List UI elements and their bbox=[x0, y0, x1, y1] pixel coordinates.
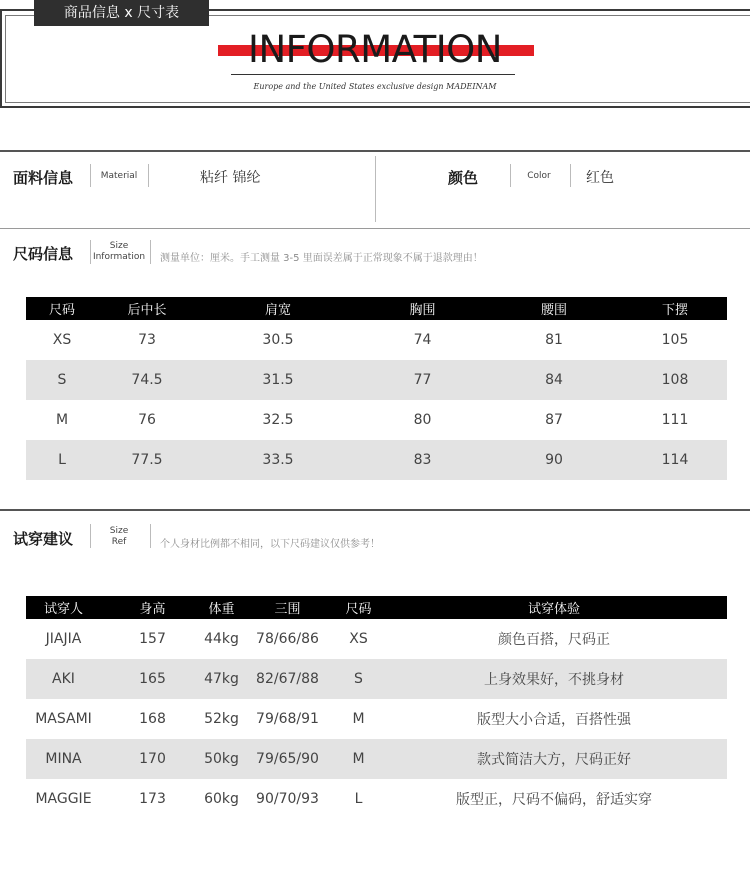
color-label: 颜色 bbox=[448, 169, 479, 187]
fit-table-header-cell: 试穿体验 bbox=[381, 596, 727, 619]
table-cell: 90/70/93 bbox=[256, 791, 319, 807]
table-cell: S bbox=[26, 360, 98, 400]
table-cell: MINA bbox=[26, 739, 101, 779]
table-cell: M bbox=[352, 711, 365, 727]
table-cell: 78/66/86 bbox=[256, 631, 319, 647]
table-cell: 105 bbox=[661, 332, 689, 348]
table-cell: 90 bbox=[485, 440, 623, 480]
table-row bbox=[26, 739, 727, 779]
size-table-header-cell: 尺码 bbox=[26, 297, 98, 320]
table-cell: 50kg bbox=[204, 739, 239, 779]
size-table-header-cell: 下摆 bbox=[623, 297, 727, 320]
table-row bbox=[26, 320, 727, 360]
table-cell: 版型大小合适，百搭性强 bbox=[477, 712, 631, 728]
table-cell: M bbox=[55, 412, 69, 428]
size-table-header-cell: 后中长 bbox=[98, 297, 196, 320]
table-cell: 82/67/88 bbox=[239, 659, 336, 699]
table-cell: 47kg bbox=[204, 659, 239, 699]
color-label-en: Color bbox=[527, 171, 551, 181]
table-row bbox=[26, 659, 727, 699]
table-cell: S bbox=[336, 659, 381, 699]
size-table-header-cell: 肩宽 bbox=[196, 297, 360, 320]
fit-table-header-cell: 试穿人 bbox=[26, 596, 101, 619]
table-cell: 87 bbox=[545, 412, 563, 428]
table-cell: 170 bbox=[101, 739, 204, 779]
size-table-header-cell: 腰围 bbox=[485, 297, 623, 320]
size-table-header-cell: 胸围 bbox=[360, 297, 485, 320]
header-subtitle: Europe and the United States exclusive design MADEINAM bbox=[253, 82, 497, 91]
fit-table bbox=[26, 596, 727, 819]
color-separator bbox=[570, 164, 571, 187]
fit-table-header-cell: 三围 bbox=[239, 596, 336, 619]
table-cell: 73 bbox=[138, 332, 156, 348]
table-cell: 款式简洁大方，尺码正好 bbox=[381, 739, 727, 779]
color-separator bbox=[510, 164, 511, 187]
table-cell: 74.5 bbox=[98, 360, 196, 400]
table-cell: 60kg bbox=[204, 791, 239, 807]
section-divider bbox=[0, 509, 750, 511]
header-underline bbox=[231, 74, 515, 75]
center-separator bbox=[375, 156, 376, 222]
material-separator bbox=[90, 164, 91, 187]
table-cell: XS bbox=[349, 631, 368, 647]
table-cell: 81 bbox=[545, 332, 563, 348]
fit-advice-label-en: Size Ref bbox=[109, 526, 129, 547]
table-row bbox=[26, 400, 727, 440]
material-label-en: Material bbox=[100, 171, 138, 181]
table-cell: 33.5 bbox=[196, 440, 360, 480]
color-value: 红色 bbox=[586, 170, 614, 186]
size-table bbox=[26, 297, 727, 480]
table-row bbox=[26, 699, 727, 739]
table-cell: 114 bbox=[623, 440, 727, 480]
size-table-header bbox=[26, 297, 727, 320]
table-row bbox=[26, 440, 727, 480]
table-cell: 74 bbox=[413, 332, 432, 348]
material-label: 面料信息 bbox=[13, 169, 74, 187]
size-info-label-en: Size Information bbox=[92, 241, 146, 262]
table-cell: 83 bbox=[360, 440, 485, 480]
table-cell: AKI bbox=[26, 659, 101, 699]
fit-advice-label: 试穿建议 bbox=[13, 530, 74, 548]
fit-advice-separator bbox=[150, 524, 151, 548]
table-cell: JIAJIA bbox=[45, 631, 82, 647]
section-divider bbox=[0, 150, 750, 152]
table-cell: 108 bbox=[623, 360, 727, 400]
table-cell: 84 bbox=[485, 360, 623, 400]
table-cell: L bbox=[354, 791, 363, 807]
table-cell: MASAMI bbox=[35, 711, 92, 727]
table-cell: 52kg bbox=[204, 711, 239, 727]
table-cell: 30.5 bbox=[262, 332, 294, 348]
material-separator bbox=[148, 164, 149, 187]
table-cell: 168 bbox=[139, 711, 166, 727]
table-cell: 79/65/90 bbox=[239, 739, 336, 779]
fit-table-header-cell: 尺码 bbox=[336, 596, 381, 619]
size-info-label: 尺码信息 bbox=[13, 245, 74, 263]
table-cell: 157 bbox=[139, 631, 166, 647]
fit-table-header-cell: 身高 bbox=[101, 596, 204, 619]
table-cell: 44kg bbox=[204, 631, 239, 647]
table-cell: L bbox=[26, 440, 98, 480]
table-cell: 165 bbox=[101, 659, 204, 699]
table-cell: 31.5 bbox=[196, 360, 360, 400]
table-cell: 77 bbox=[360, 360, 485, 400]
table-cell: 80 bbox=[413, 412, 432, 428]
fit-table-header bbox=[26, 596, 727, 619]
table-row bbox=[26, 619, 727, 659]
table-cell: M bbox=[336, 739, 381, 779]
table-cell: MAGGIE bbox=[35, 791, 92, 807]
fit-table-header-cell: 体重 bbox=[204, 596, 239, 619]
table-cell: XS bbox=[52, 332, 72, 348]
section-divider bbox=[0, 228, 750, 229]
table-cell: 版型正，尺码不偏码，舒适实穿 bbox=[456, 792, 652, 808]
fit-advice-note: 个人身材比例都不相同，以下尺码建议仅供参考！ bbox=[160, 539, 380, 550]
table-cell: 79/68/91 bbox=[256, 711, 319, 727]
size-info-separator bbox=[150, 240, 151, 264]
table-cell: 76 bbox=[138, 412, 156, 428]
table-row bbox=[26, 360, 727, 400]
table-cell: 77.5 bbox=[98, 440, 196, 480]
table-cell: 上身效果好，不挑身材 bbox=[381, 659, 727, 699]
table-cell: 111 bbox=[661, 412, 689, 428]
table-row bbox=[26, 779, 727, 819]
table-cell: 32.5 bbox=[262, 412, 294, 428]
header-title: INFORMATION bbox=[248, 28, 502, 71]
table-cell: 173 bbox=[139, 791, 166, 807]
material-value: 粘纤 锦纶 bbox=[200, 170, 261, 186]
header-tab: 商品信息 x 尺寸表 bbox=[34, 0, 209, 26]
table-cell: 颜色百搭，尺码正 bbox=[498, 632, 610, 648]
size-info-note: 测量单位：厘米。手工测量 3-5 里面误差属于正常现象不属于退款理由！ bbox=[160, 253, 483, 264]
